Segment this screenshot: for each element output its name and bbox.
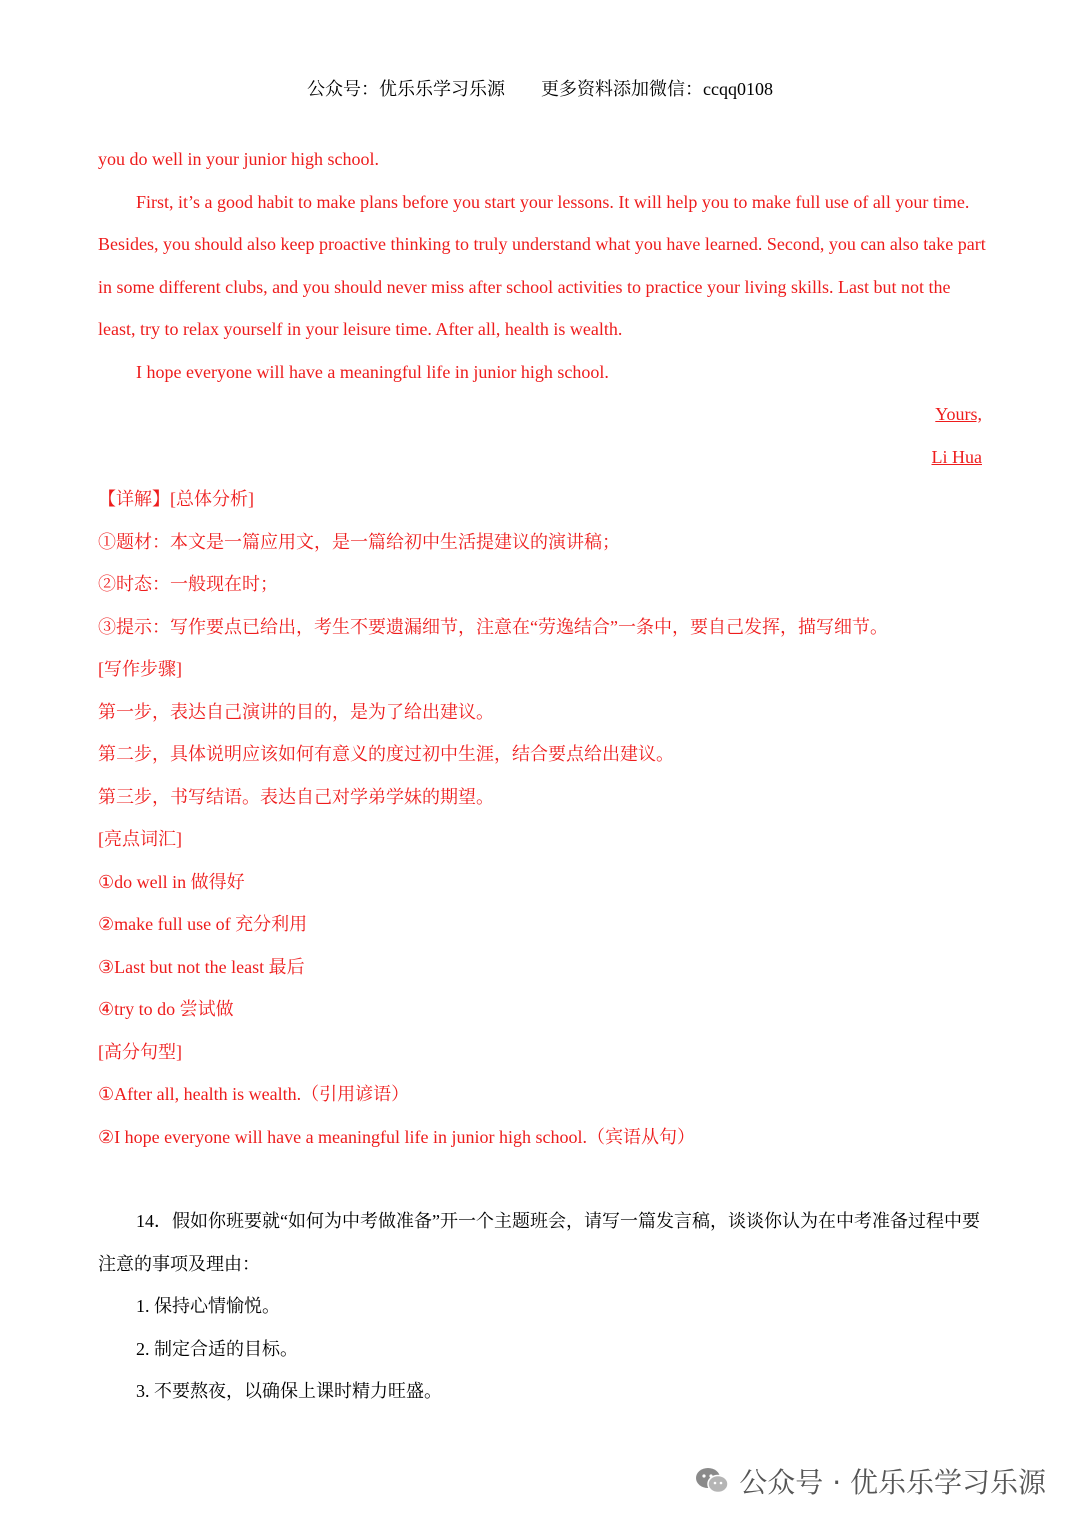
watermark [695,1461,1046,1501]
essay-paragraph-2: I hope everyone will have a meaningful life in junior high school. [136,361,609,382]
question-item: 1. 保持心情愉悦。 [136,1296,280,1316]
watermark-text: 公众号 · 优乐乐学习乐源 [739,1466,1046,1499]
step-item: 第三步，书写结语。表达自己对学弟学妹的期望。 [98,786,494,807]
step-item: 第二步，具体说明应该如何有意义的度过初中生涯，结合要点给出建议。 [98,744,674,764]
header-account: 公众号：优乐乐学习乐源 [307,79,505,99]
vocab-item: ②make full use of 充分利用 [98,914,308,934]
wechat-icon [695,1467,729,1495]
analysis-overall-item: ②时态：一般现在时； [98,574,278,594]
vocab-item: ①do well in 做得好 [98,871,245,892]
analysis-heading: 【详解】[总体分析] [98,489,254,509]
step-item: 第一步，表达自己演讲的目的，是为了给出建议。 [98,701,494,722]
question-prompt: 14．假如你班要就“如何为中考做准备”开一个主题班会，请写一篇发言稿，谈谈你认为在中考准备过程中要注意的事项及理由： [98,1211,980,1274]
essay-paragraph-1: First, it’s a good habit to make plans before you start your lessons. It will help you to make full use of all your time. Besides, you should also keep proactive thinking to truly understand what you have learned. Second, you can also take part in some different clubs, and you should never miss after school activities to practice your living skills. Last but not the least, try to relax yourself in your leisure time. After all, health is wealth. [98,191,986,339]
page-content [98,138,988,1413]
header-contact: 更多资料添加微信：ccqq0108 [541,79,773,99]
vocab-item: ③Last but not the least 最后 [98,956,305,977]
sentence-item: ②I hope everyone will have a meaningful life in junior high school.（宾语从句） [98,1126,696,1147]
analysis-overall-item: ①题材：本文是一篇应用文，是一篇给初中生活提建议的演讲稿； [98,531,620,552]
page-header [0,76,1080,102]
vocab-heading: [亮点词汇] [98,829,182,849]
essay-continuation: you do well in your junior high school. [98,149,379,169]
analysis-overall-item: ③提示：写作要点已给出，考生不要遗漏细节，注意在“劳逸结合”一条中，要自己发挥，描写细节。 [98,616,888,637]
question-item: 3. 不要熬夜，以确保上课时精力旺盛。 [136,1381,442,1401]
sentence-item: ①After all, health is wealth.（引用谚语） [98,1084,410,1104]
essay-closing: Yours, [935,404,982,424]
essay-signature: Li Hua [931,446,982,467]
sentences-heading: [高分句型] [98,1041,182,1062]
steps-heading: [写作步骤] [98,659,182,679]
vocab-item: ④try to do 尝试做 [98,999,234,1019]
question-item: 2. 制定合适的目标。 [136,1338,298,1359]
